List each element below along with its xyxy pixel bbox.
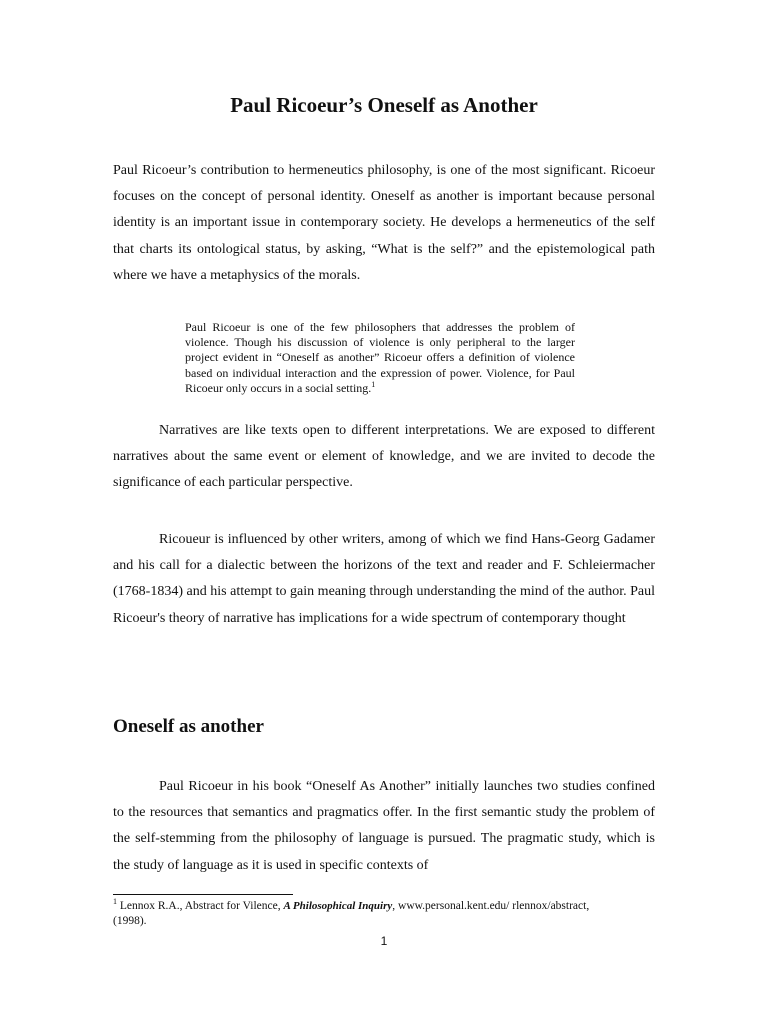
document-title: Paul Ricoeur’s Oneself as Another [230,93,538,117]
footnote-separator [113,894,293,895]
footnote [113,899,593,929]
footnote-number: 1 [113,897,117,907]
paragraph-narratives: Narratives are like texts open to different interpretations. We are exposed to different narratives about the same event or element of knowledge, and we are invited to decode the significance of each particular perspective. [113,423,655,491]
section-heading: Oneself as another [113,716,264,737]
footnote-reference: 1 [371,379,376,389]
paragraph-oneself: Paul Ricoeur in his book “Oneself As Another” initially launches two studies confined to the resources that semantics and pragmatics offer. In the first semantic study the problem of the self-stemming from the philosophy of language is pursued. The pragmatic study, which is the study of language as it is used in specific contexts of [113,779,655,873]
paragraph-influences: Ricoueur is influenced by other writers, among of which we find Hans-Georg Gadamer and his call for a dialectic between the horizons of the text and reader and F. Schleiermacher (1768-1834) and his attempt to gain meaning through understanding the mind of the author. Paul Ricoeur's theory of narrative has implications for a wide spectrum of contemporary thought [113,532,655,626]
footnote-text-before: Lennox R.A., Abstract for Vilence, [117,900,284,912]
block-quote [185,320,575,396]
block-quote-text: Paul Ricoeur is one of the few philosophers that addresses the problem of violence. Though his discussion of violence is only peripheral to the larger project evident in “Oneself as another” Ricoeur offers a definition of violence based on individual interaction and the expression of power. Violence, for Paul Ricoeur only occurs in a social setting. [185,320,575,395]
footnote-book-title: A Philosophical Inquiry [283,900,393,912]
page-number: 1 [380,934,388,948]
footnote-text-after: , www.personal.kent.edu/ rlennox/abstract, (1998). [113,900,590,927]
paragraph-intro: Paul Ricoeur’s contribution to hermeneutics philosophy, is one of the most significant. Ricoeur focuses on the concept of personal identity. Oneself as another is important because personal identity is an important issue in contemporary society. He develops a hermeneutics of the self that charts its ontological status, by asking, “What is the self?” and the epistemological path where we have a metaphysics of the morals. [113,163,655,283]
